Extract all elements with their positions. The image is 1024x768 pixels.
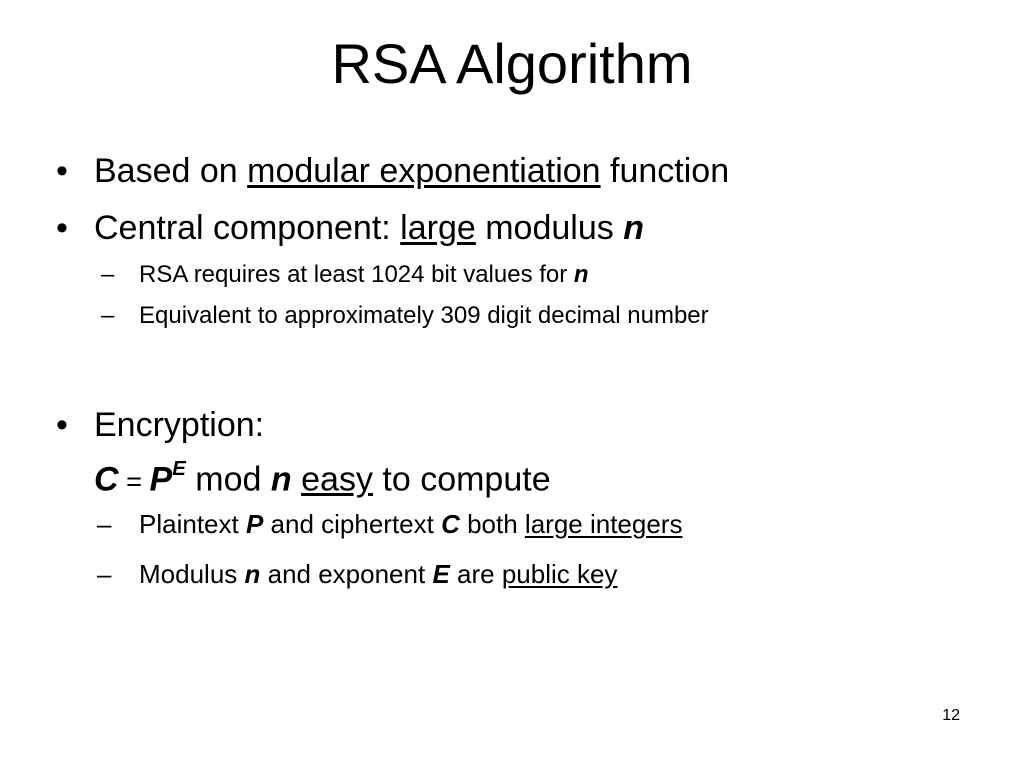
variable-p: P bbox=[149, 460, 173, 499]
dash-marker: – bbox=[101, 302, 115, 329]
encryption-formula bbox=[94, 452, 551, 501]
variable: n bbox=[623, 209, 644, 247]
slide-title: RSA Algorithm bbox=[331, 32, 693, 95]
text: and ciphertext bbox=[263, 509, 442, 539]
underlined-term: modular exponentiation bbox=[247, 152, 601, 190]
dash-marker: – bbox=[97, 559, 112, 589]
page-number: 12 bbox=[942, 707, 960, 724]
underlined-term: public key bbox=[501, 559, 618, 589]
text: RSA requires at least 1024 bit values for bbox=[139, 261, 574, 288]
dash-marker: – bbox=[97, 509, 112, 539]
text: Central component: bbox=[94, 209, 401, 247]
text: function bbox=[600, 152, 730, 190]
text: modulus bbox=[475, 209, 624, 247]
variable: n bbox=[573, 261, 589, 288]
equals-sign: = bbox=[118, 465, 150, 497]
text bbox=[292, 460, 301, 498]
underlined-term: easy bbox=[301, 460, 373, 499]
variable: E bbox=[432, 559, 450, 589]
dash-marker: – bbox=[101, 261, 115, 288]
variable: P bbox=[245, 509, 264, 539]
bullet-marker: • bbox=[56, 209, 68, 247]
text: and exponent bbox=[260, 559, 433, 589]
text: Based on bbox=[94, 152, 248, 190]
variable-c: C bbox=[94, 460, 119, 499]
variable: C bbox=[441, 509, 460, 539]
text: Plaintext bbox=[139, 509, 246, 539]
text: are bbox=[449, 559, 502, 589]
underlined-term: large integers bbox=[524, 509, 683, 539]
text: Encryption: bbox=[94, 406, 265, 444]
bullet-marker: • bbox=[56, 406, 68, 444]
variable: n bbox=[244, 559, 261, 589]
variable-n: n bbox=[270, 460, 292, 499]
text: Modulus bbox=[139, 559, 245, 589]
text: Equivalent to approximately 309 digit decimal number bbox=[139, 302, 709, 329]
text: both bbox=[459, 509, 525, 539]
bullet-marker: • bbox=[56, 152, 68, 190]
text: to compute bbox=[372, 460, 551, 499]
underlined-term: large bbox=[400, 209, 476, 247]
exponent-e: E bbox=[172, 457, 186, 480]
text: mod bbox=[185, 460, 271, 499]
